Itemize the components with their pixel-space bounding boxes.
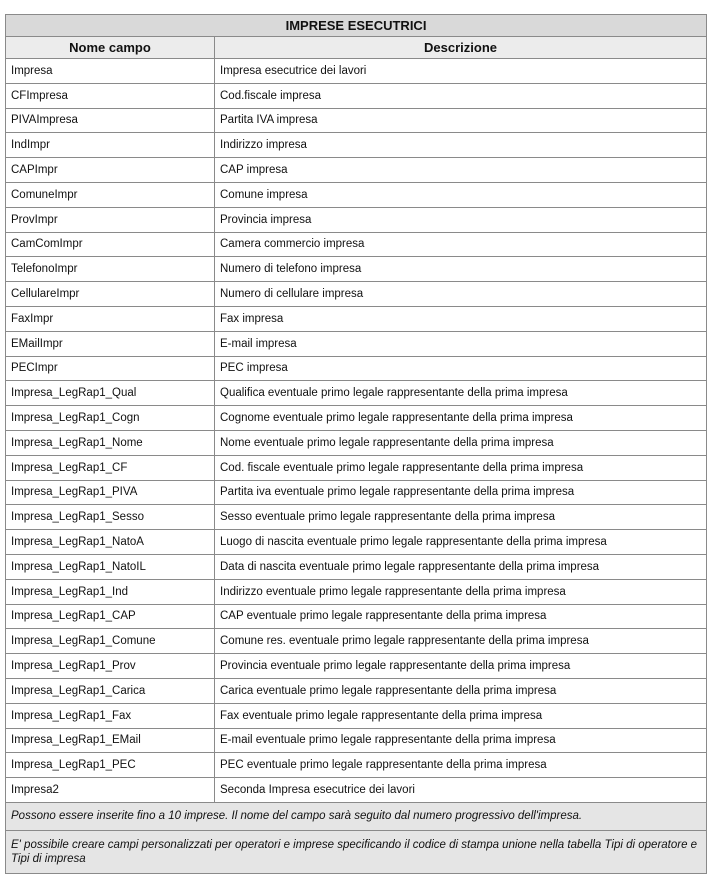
field-description-cell: Numero di telefono impresa (215, 257, 707, 282)
field-name-cell: Impresa_LegRap1_Comune (6, 629, 215, 654)
table-row (6, 778, 707, 803)
field-name-cell: CFImpresa (6, 83, 215, 108)
table-row (6, 654, 707, 679)
field-description-cell: Cognome eventuale primo legale rappresentante della prima impresa (215, 406, 707, 431)
field-name-cell: FaxImpr (6, 306, 215, 331)
field-name-cell: Impresa_LegRap1_Cogn (6, 406, 215, 431)
note-campi-personalizzati: E' possibile creare campi personalizzati per operatori e imprese specificando il codice di stampa unione nella tabella Tipi di operatore e Tipi di impresa (6, 830, 707, 873)
imprese-esecutrici-table (5, 14, 707, 874)
table-row (6, 753, 707, 778)
field-description-cell: Camera commercio impresa (215, 232, 707, 257)
table-row (6, 728, 707, 753)
note-max-imprese: Possono essere inserite fino a 10 imprese. Il nome del campo sarà seguito dal numero progressivo dell'impresa. (6, 802, 707, 830)
table-row (6, 306, 707, 331)
field-name-cell: PIVAImpresa (6, 108, 215, 133)
field-description-cell: Luogo di nascita eventuale primo legale rappresentante della prima impresa (215, 530, 707, 555)
field-description-cell: PEC impresa (215, 356, 707, 381)
table-row (6, 108, 707, 133)
field-name-cell: Impresa_LegRap1_NatoIL (6, 554, 215, 579)
table-title: IMPRESE ESECUTRICI (6, 15, 707, 37)
table-row (6, 530, 707, 555)
field-description-cell: Provincia eventuale primo legale rappresentante della prima impresa (215, 654, 707, 679)
field-name-cell: Impresa_LegRap1_Prov (6, 654, 215, 679)
field-description-cell: Seconda Impresa esecutrice dei lavori (215, 778, 707, 803)
field-name-cell: Impresa_LegRap1_Fax (6, 703, 215, 728)
table-row (6, 554, 707, 579)
field-description-cell: Data di nascita eventuale primo legale rappresentante della prima impresa (215, 554, 707, 579)
table-row (6, 480, 707, 505)
table-row (6, 356, 707, 381)
table-row (6, 703, 707, 728)
field-description-cell: Numero di cellulare impresa (215, 282, 707, 307)
field-description-cell: Partita IVA impresa (215, 108, 707, 133)
field-description-cell: E-mail impresa (215, 331, 707, 356)
field-name-cell: Impresa_LegRap1_EMail (6, 728, 215, 753)
field-description-cell: Provincia impresa (215, 207, 707, 232)
field-name-cell: CAPImpr (6, 158, 215, 183)
table-row (6, 678, 707, 703)
field-name-cell: CamComImpr (6, 232, 215, 257)
field-name-cell: TelefonoImpr (6, 257, 215, 282)
column-header-nome-campo: Nome campo (6, 37, 215, 59)
field-description-cell: E-mail eventuale primo legale rappresentante della prima impresa (215, 728, 707, 753)
field-description-cell: Comune res. eventuale primo legale rappresentante della prima impresa (215, 629, 707, 654)
field-name-cell: Impresa_LegRap1_Ind (6, 579, 215, 604)
table-body (6, 59, 707, 803)
field-description-cell: Comune impresa (215, 182, 707, 207)
table-row (6, 505, 707, 530)
table-row (6, 604, 707, 629)
field-name-cell: EMailImpr (6, 331, 215, 356)
table-row (6, 381, 707, 406)
field-description-cell: Impresa esecutrice dei lavori (215, 59, 707, 84)
field-description-cell: Fax eventuale primo legale rappresentante della prima impresa (215, 703, 707, 728)
field-description-cell: Partita iva eventuale primo legale rappresentante della prima impresa (215, 480, 707, 505)
field-description-cell: CAP impresa (215, 158, 707, 183)
field-description-cell: Nome eventuale primo legale rappresentante della prima impresa (215, 430, 707, 455)
table-row (6, 430, 707, 455)
field-name-cell: Impresa2 (6, 778, 215, 803)
field-name-cell: Impresa_LegRap1_PIVA (6, 480, 215, 505)
field-name-cell: Impresa_LegRap1_CF (6, 455, 215, 480)
table-row (6, 406, 707, 431)
field-description-cell: Cod. fiscale eventuale primo legale rappresentante della prima impresa (215, 455, 707, 480)
table-row (6, 232, 707, 257)
field-name-cell: Impresa_LegRap1_Nome (6, 430, 215, 455)
column-header-descrizione: Descrizione (215, 37, 707, 59)
field-description-cell: Fax impresa (215, 306, 707, 331)
field-name-cell: Impresa_LegRap1_NatoA (6, 530, 215, 555)
field-description-cell: Qualifica eventuale primo legale rappresentante della prima impresa (215, 381, 707, 406)
table-row (6, 629, 707, 654)
field-description-cell: PEC eventuale primo legale rappresentante della prima impresa (215, 753, 707, 778)
table-row (6, 331, 707, 356)
field-name-cell: ProvImpr (6, 207, 215, 232)
field-description-cell: Indirizzo impresa (215, 133, 707, 158)
field-name-cell: Impresa_LegRap1_Qual (6, 381, 215, 406)
table-row (6, 257, 707, 282)
field-name-cell: Impresa_LegRap1_Sesso (6, 505, 215, 530)
field-description-cell: Indirizzo eventuale primo legale rappresentante della prima impresa (215, 579, 707, 604)
table-row (6, 83, 707, 108)
table-row (6, 579, 707, 604)
imprese-table-container (5, 14, 706, 874)
field-description-cell: Carica eventuale primo legale rappresentante della prima impresa (215, 678, 707, 703)
field-description-cell: CAP eventuale primo legale rappresentante della prima impresa (215, 604, 707, 629)
table-row (6, 182, 707, 207)
table-row (6, 282, 707, 307)
table-row (6, 207, 707, 232)
table-row (6, 133, 707, 158)
field-description-cell: Cod.fiscale impresa (215, 83, 707, 108)
table-row (6, 59, 707, 84)
field-name-cell: PECImpr (6, 356, 215, 381)
field-name-cell: Impresa_LegRap1_PEC (6, 753, 215, 778)
field-name-cell: IndImpr (6, 133, 215, 158)
field-name-cell: Impresa (6, 59, 215, 84)
field-name-cell: ComuneImpr (6, 182, 215, 207)
table-row (6, 455, 707, 480)
field-description-cell: Sesso eventuale primo legale rappresentante della prima impresa (215, 505, 707, 530)
field-name-cell: Impresa_LegRap1_CAP (6, 604, 215, 629)
field-name-cell: CellulareImpr (6, 282, 215, 307)
field-name-cell: Impresa_LegRap1_Carica (6, 678, 215, 703)
table-row (6, 158, 707, 183)
